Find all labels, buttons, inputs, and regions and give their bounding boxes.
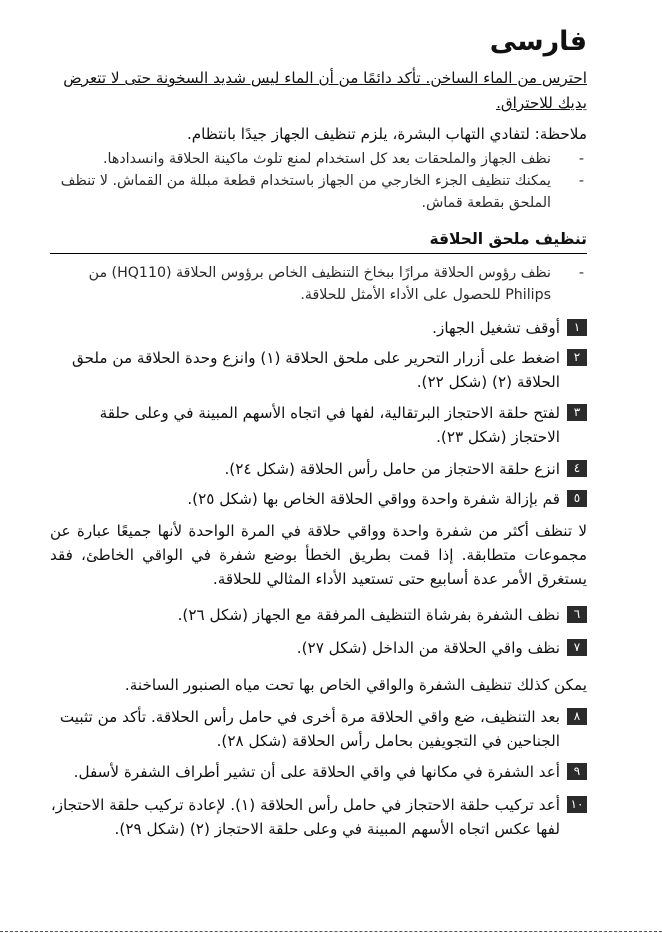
step-number-badge: ٥: [567, 490, 587, 507]
step-text: أعد الشفرة في مكانها في واقي الحلاقة على أن تشير أطراف الشفرة لأسفل.: [73, 763, 560, 781]
cleaning-note: ملاحظة: لتفادي التهاب البشرة، يلزم تنظيف الجهاز جيدًا بانتظام.: [186, 125, 587, 143]
bullet-dash: -: [578, 173, 584, 189]
step-item: [50, 705, 587, 753]
step-number-badge: ٢: [567, 349, 587, 366]
step-number-badge: ١: [567, 319, 587, 336]
bullet-dash: -: [578, 265, 584, 281]
list-item: [50, 262, 587, 306]
section-bullet-list: [50, 262, 587, 306]
step-number-badge: ١٠: [567, 796, 587, 813]
step-item: [50, 603, 587, 627]
list-item-text: يمكنك تنظيف الجزء الخارجي من الجهاز باستخدام قطعة مبللة من القماش. لا تنظف الملحق بقطعة قماش.: [60, 173, 551, 211]
step-number-badge: ٨: [567, 708, 587, 725]
step-text: نظف واقي الحلاقة من الداخل (شكل ٢٧).: [296, 639, 560, 657]
step-text: انزع حلقة الاحتجاز من حامل رأس الحلاقة (شكل ٢٤).: [224, 460, 560, 478]
hot-water-warning: احترس من الماء الساخن. تأكد دائمًا من أن الماء ليس شديد السخونة حتى لا تتعرض يديك للاحتراق.: [63, 69, 587, 112]
language-heading: فارسى: [489, 26, 587, 57]
step-text: قم بإزالة شفرة واحدة وواقي الحلاقة الخاص بها (شكل ٢٥).: [187, 490, 560, 508]
section-divider: [50, 253, 587, 254]
step-text: أوقف تشغيل الجهاز.: [432, 319, 560, 337]
list-item: [50, 148, 587, 170]
step-text: اضغط على أزرار التحرير على ملحق الحلاقة (١) وانزع وحدة الحلاقة من ملحق الحلاقة (٢) (شكل ٢٢).: [71, 349, 560, 391]
step-item: [50, 401, 587, 449]
step-item: [50, 457, 587, 481]
step-item: [50, 636, 587, 660]
step-item: [50, 316, 587, 340]
bullet-dash: -: [578, 151, 584, 167]
step-number-badge: ٧: [567, 639, 587, 656]
step-item: [50, 487, 587, 511]
step-number-badge: ٤: [567, 460, 587, 477]
step-number-badge: ٣: [567, 404, 587, 421]
identical-sets-paragraph: لا تنظف أكثر من شفرة واحدة وواقي حلاقة في المرة الواحدة لأنها جميعًا عبارة عن مجموعات متطابقة. إذا قمت بطريق الخطأ بوضع شفرة في الواقي الخاطئ، فقد يستغرق الأمر عدة أسابيع حتى تستعيد الأداء المثالي للحلاقة.: [50, 522, 587, 588]
step-text: بعد التنظيف، ضع واقي الحلاقة مرة أخرى في حامل رأس الحلاقة. تأكد من تثبيت الجناحين في التجويفين بحامل رأس الحلاقة (شكل ٢٨).: [59, 708, 560, 750]
list-item: [50, 170, 587, 214]
list-item-text: نظف رؤوس الحلاقة مرارًا ببخاخ التنظيف الخاص برؤوس الحلاقة (HQ110) من Philips للحصول على الأداء الأمثل للحلاقة.: [88, 265, 551, 303]
step-text: نظف الشفرة بفرشاة التنظيف المرفقة مع الجهاز (شكل ٢٦).: [177, 606, 560, 624]
note-bullet-list: [50, 148, 587, 214]
page-bottom-border: [0, 931, 662, 932]
section-title: تنظيف ملحق الحلاقة: [429, 230, 587, 248]
step-item: [50, 793, 587, 841]
document-page: [50, 0, 587, 933]
step-item: [50, 346, 587, 394]
list-item-text: نظف الجهاز والملحقات بعد كل استخدام لمنع تلوث ماكينة الحلاقة وانسدادها.: [103, 151, 551, 167]
step-number-badge: ٦: [567, 606, 587, 623]
step-text: لفتح حلقة الاحتجاز البرتقالية، لفها في اتجاه الأسهم المبينة في وعلى حلقة الاحتجاز (شكل ٢٣).: [99, 404, 560, 446]
tap-water-paragraph: يمكن كذلك تنظيف الشفرة والواقي الخاص بها تحت مياه الصنبور الساخنة.: [124, 676, 587, 694]
step-number-badge: ٩: [567, 763, 587, 780]
step-text: أعد تركيب حلقة الاحتجاز في حامل رأس الحلاقة (١). لإعادة تركيب حلقة الاحتجاز، لفها عكس اتجاه الأسهم المبينة في وعلى حلقة الاحتجاز (٢) (شكل ٢٩).: [50, 796, 560, 838]
step-item: [50, 760, 587, 784]
